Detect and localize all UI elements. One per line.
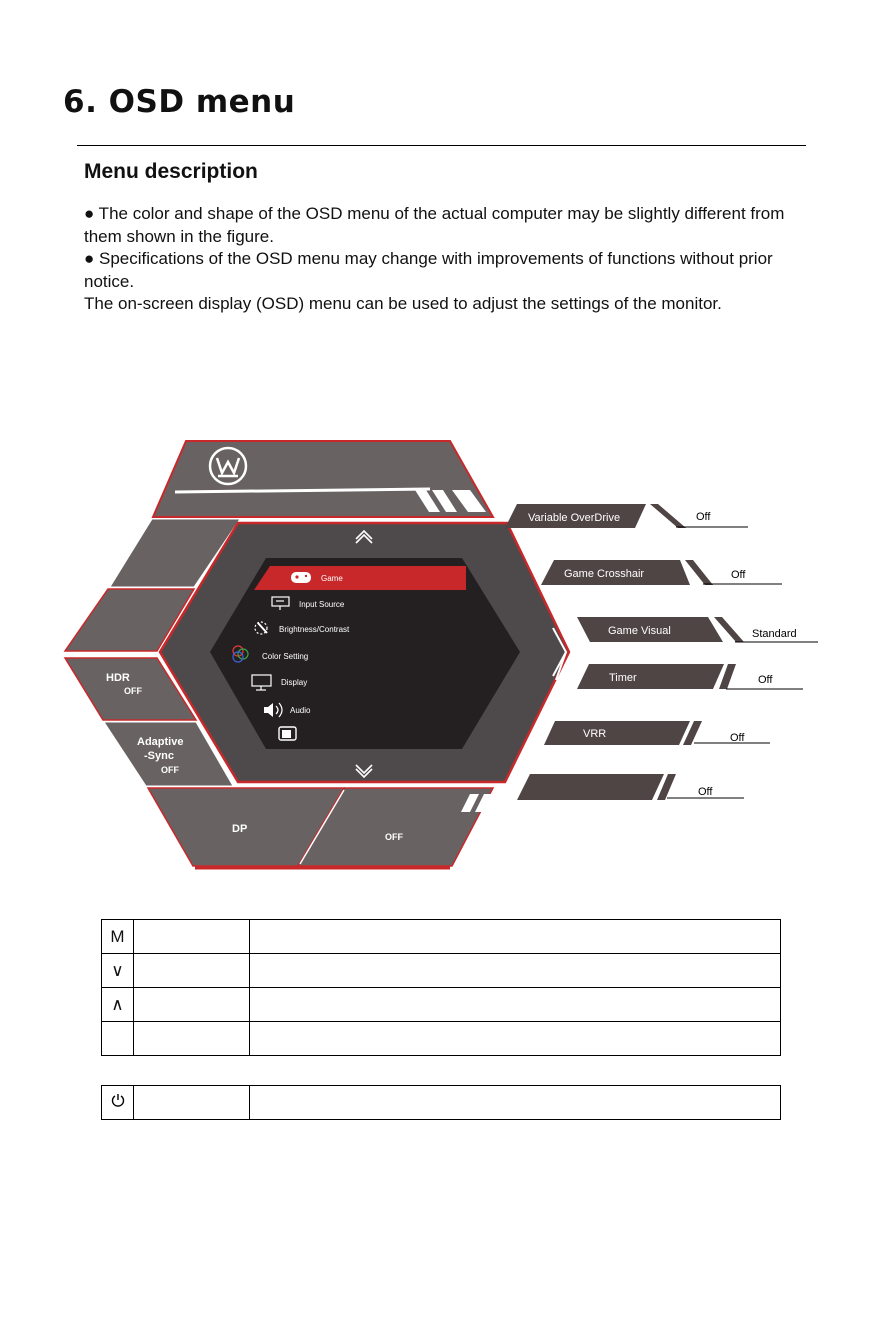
submenu-unlabeled[interactable] — [517, 774, 744, 800]
submenu-label: Game Crosshair — [564, 568, 645, 580]
paragraph-specifications: ● Specifications of the OSD menu may change with improvements of functions without prior notice. — [84, 249, 773, 291]
paragraph-osd-usage: The on-screen display (OSD) menu can be used to adjust the settings of the monitor. — [84, 294, 722, 313]
submenu-vrr[interactable] — [544, 721, 770, 745]
submenu-label: Game Visual — [608, 625, 671, 637]
menu-item-color-setting[interactable]: Color Setting — [262, 652, 309, 661]
table-row — [102, 954, 781, 988]
menu-button-icon: M — [102, 920, 134, 954]
button-name-cell — [134, 954, 250, 988]
submenu-value: Off — [758, 674, 773, 686]
menu-item-input-source[interactable]: Input Source — [299, 600, 345, 609]
hdr-label: HDR — [106, 672, 130, 684]
button-function-table — [101, 919, 781, 1056]
submenu-game-visual[interactable] — [577, 617, 818, 642]
bottom-panel-value: OFF — [385, 832, 403, 842]
table-row — [102, 1086, 781, 1120]
submenu-game-crosshair[interactable] — [541, 560, 782, 585]
up-button-icon: ∧ — [102, 988, 134, 1022]
menu-item-audio[interactable]: Audio — [290, 706, 311, 715]
table-row — [102, 1022, 781, 1056]
power-button-table — [101, 1085, 781, 1120]
button-desc-cell — [250, 920, 781, 954]
button-desc-cell — [250, 954, 781, 988]
adaptive-sync-label-line-2: -Sync — [144, 750, 174, 762]
submenu-value: Off — [698, 786, 713, 798]
section-heading: Menu description — [84, 160, 258, 183]
down-button-icon: ∨ — [102, 954, 134, 988]
table-row — [102, 920, 781, 954]
submenu-label: VRR — [583, 728, 607, 740]
hdr-value: OFF — [124, 686, 142, 696]
submenu-label: Timer — [609, 672, 637, 684]
osd-menu-diagram — [0, 430, 883, 880]
button-name-cell — [134, 988, 250, 1022]
button-desc-cell — [250, 1086, 781, 1120]
gamepad-icon — [291, 572, 311, 583]
input-source-value: DP — [232, 823, 248, 835]
page-title: 6. OSD menu — [63, 84, 296, 120]
submenu-value: Off — [730, 732, 745, 744]
button-desc-cell — [250, 1022, 781, 1056]
paragraph-color-shape: ● The color and shape of the OSD menu of the actual computer may be slightly different from them shown in the figure. — [84, 204, 785, 246]
submenu-timer[interactable] — [577, 664, 803, 689]
table-row — [102, 988, 781, 1022]
button-name-cell — [134, 1022, 250, 1056]
power-icon — [102, 1086, 134, 1120]
adaptive-sync-value: OFF — [161, 765, 179, 775]
menu-item-game[interactable]: Game — [321, 574, 343, 583]
menu-item-brightness-contrast[interactable]: Brightness/Contrast — [279, 625, 350, 634]
submenu-value: Off — [696, 511, 711, 523]
button-desc-cell — [250, 988, 781, 1022]
menu-item-highlight — [254, 566, 466, 590]
power-icon-glyph — [110, 1092, 126, 1108]
adaptive-sync-label-line-1: Adaptive — [137, 736, 184, 748]
submenu-value: Standard — [752, 628, 797, 640]
description-text — [84, 203, 819, 316]
submenu-label: Variable OverDrive — [528, 512, 621, 524]
button-name-cell — [134, 920, 250, 954]
menu-item-display[interactable]: Display — [281, 678, 308, 687]
blank-button-icon — [102, 1022, 134, 1056]
submenu-value: Off — [731, 569, 746, 581]
title-divider — [77, 145, 806, 146]
submenu-variable-overdrive[interactable] — [505, 504, 748, 528]
button-name-cell — [134, 1086, 250, 1120]
